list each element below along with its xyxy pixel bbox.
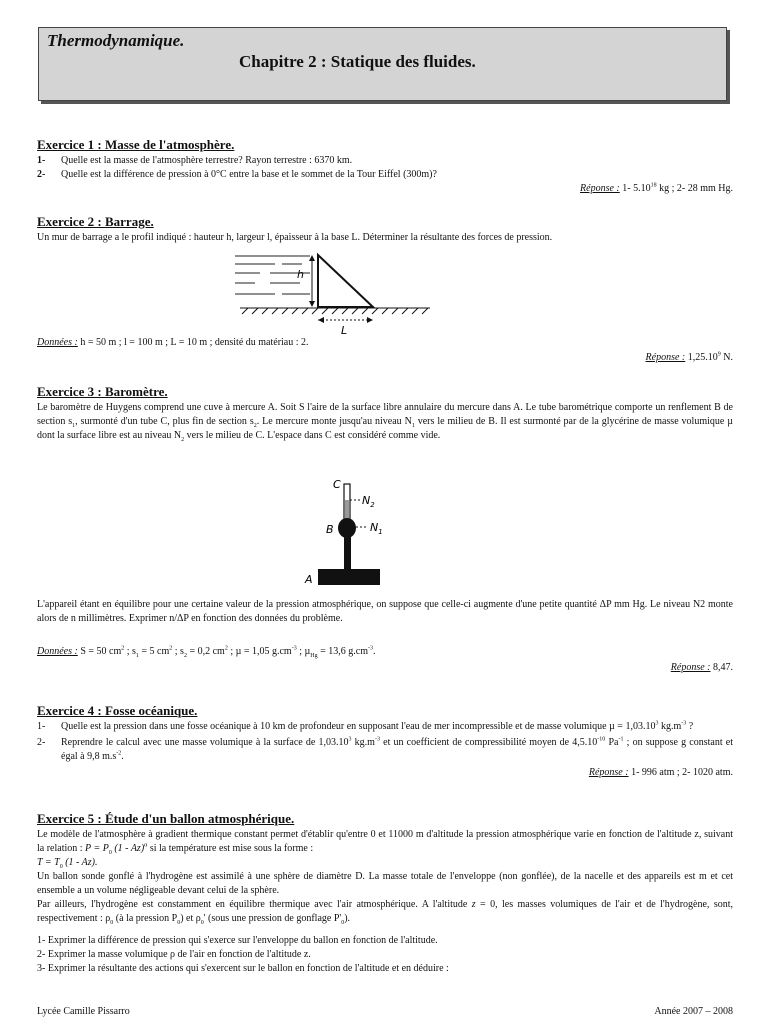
exercise-2-data <box>37 336 733 365</box>
exercise-3 <box>37 384 733 443</box>
label-h: h <box>297 268 304 281</box>
chapter-title: Chapitre 2 : Statique des fluides. <box>239 52 476 71</box>
answer: Réponse : 1,25.10$^9$ N. <box>645 351 733 363</box>
exercise-title: Exercice 1 : Masse de l'atmosphère. <box>37 137 235 152</box>
exercise-title: Exercice 4 : Fosse océanique. <box>37 703 198 718</box>
label-C: C <box>333 478 341 491</box>
exercise-5 <box>37 811 733 976</box>
question-1: 1- Exprimer la différence de pression qui s'exerce sur l'enveloppe du ballon en fonction de l'altitude. <box>37 935 438 946</box>
answer: Réponse : 8,47. <box>670 662 733 673</box>
label-A: A <box>305 573 313 586</box>
question-1: 1- Quelle est la masse de l'atmosphère terrestre? Rayon terrestre : 6370 km. <box>37 155 353 166</box>
temperature-formula: $T = T_0$ (1 - Az). <box>37 857 98 870</box>
question-1: 1- Quelle est la pression dans une fosse océanique à 10 km de profondeur en supposant l'eau de mer incompressible et de masse volumique $\mu = 1,03.10^3$ $kg.m^{-3}$ ? <box>37 720 694 732</box>
label-N1: $N_1$ <box>370 521 383 536</box>
footer-school: Lycée Camille Pissarro <box>37 1006 130 1017</box>
chapter-header <box>38 27 727 101</box>
exercise-2 <box>37 214 733 245</box>
subject-title: Thermodynamique. <box>47 31 185 50</box>
data-line: Données : S = 50 $cm^2$ ; $s_1 = 5$ $cm^2$ ; $s_2 = 0,2$ $cm^2$ ; µ = 1,05 $g.cm^{-3}$ ; µ$_{Hg}$ = 13,6 $g.cm^{-3}$. <box>37 645 376 659</box>
exercise-title: Exercice 2 : Barrage. <box>37 214 154 229</box>
answer: Réponse : 1- 996 atm ; 2- 1020 atm. <box>588 767 733 778</box>
exercise-1 <box>37 137 733 196</box>
exercise-text: Un mur de barrage a le profil indiqué : hauteur h, largeur l, épaisseur à la base L. Déterminer la résultante des forces de pression. <box>37 232 553 243</box>
exercise-title: Exercice 5 : Étude d'un ballon atmosphérique. <box>37 811 295 826</box>
exercise-text-1: Le modèle de l'atmosphère à gradient thermique constant permet d'établir qu'entre 0 et 11000 m d'altitude la pression atmosphérique varie en fonction de l'altitude z, suivant la relation : $P = P_0$ (1 - Az)$^\alpha$ si la température est mise sous la forme : <box>37 829 733 856</box>
exercise-text-2: Un ballon sonde gonflé à l'hydrogène est assimilé à une sphère de diamètre D. La masse totale de l'enveloppe (non gonflée), de la nacelle et des appareils est m et cet ensemble a un volume négligeable devant celui de la sphère. <box>37 871 733 896</box>
barometer-figure <box>300 474 410 590</box>
dam-figure <box>230 250 435 340</box>
answer: Réponse : 1- 5.10$^{18}$ kg ; 2- 28 mm Hg. <box>580 182 733 194</box>
exercise-text-3: Par ailleurs, l'hydrogène est constamment en équilibre thermique avec l'air atmosphérique. A l'altitude z = 0, les masses volumiques de l'air et de l'hydrogène, sont, respectivement : $\rho_0$ (à la pression $P_0$) et $\rho_0'$ (sous une pression de gonflage $P'_0$). <box>37 899 734 926</box>
exercise-3-data <box>37 645 733 675</box>
footer-year: Année 2007 – 2008 <box>654 1006 733 1017</box>
question-3: 3- Exprimer la résultante des actions qui s'exercent sur le ballon en fonction de l'altitude et en déduire : <box>37 963 449 974</box>
data-line: Données : h = 50 m ; l = 100 m ; L = 10 m ; densité du matériau : 2. <box>37 337 309 348</box>
exercise-text: L'appareil étant en équilibre pour une certaine valeur de la pression atmosphérique, on suppose que celle-ci augmente d'une petite quantité ΔP mm Hg. Le niveau N2 monte alors de n millimètres. Exprimer n/ΔP en fonction des données du problème. <box>37 599 733 624</box>
exercise-4 <box>37 703 733 780</box>
label-B: B <box>326 523 334 536</box>
exercise-title: Exercice 3 : Baromètre. <box>37 384 168 399</box>
exercise-text: Le baromètre de Huygens comprend une cuve à mercure A. Soit S l'aire de la surface libre annulaire du mercure dans A. Le tube barométrique comporte un renflement B de section $s_1$, surmonté d'un tube C, plus fin de section $s_2$. Le mercure monte jusqu'au niveau $N_1$ vers le milieu de B. Il est surmonté par de la glycérine de masse volumique µ dont la surface libre est au niveau $N_2$ vers le milieu de C. L'espace dans C est considéré comme vide. <box>37 402 734 443</box>
exercise-3-question <box>37 598 733 626</box>
question-2: 2- Exprimer la masse volumique ρ de l'air en fonction de l'altitude z. <box>37 949 311 960</box>
label-N2: $N_2$ <box>362 494 375 509</box>
question-2: 2- Quelle est la différence de pression à 0°C entre la base et le sommet de la Tour Eiffel (300m)? <box>37 169 437 180</box>
label-L: L <box>341 324 348 337</box>
question-2: 2- Reprendre le calcul avec une masse volumique à la surface de 1,03.10$^3$ $kg.m^{-3}$ et un coefficient de compressibilité moyen de $4,5.10^{-10}$ $Pa^{-1}$ ; on suppose g constant et égal à 9,8 $m.s^{-2}$. <box>37 736 734 762</box>
